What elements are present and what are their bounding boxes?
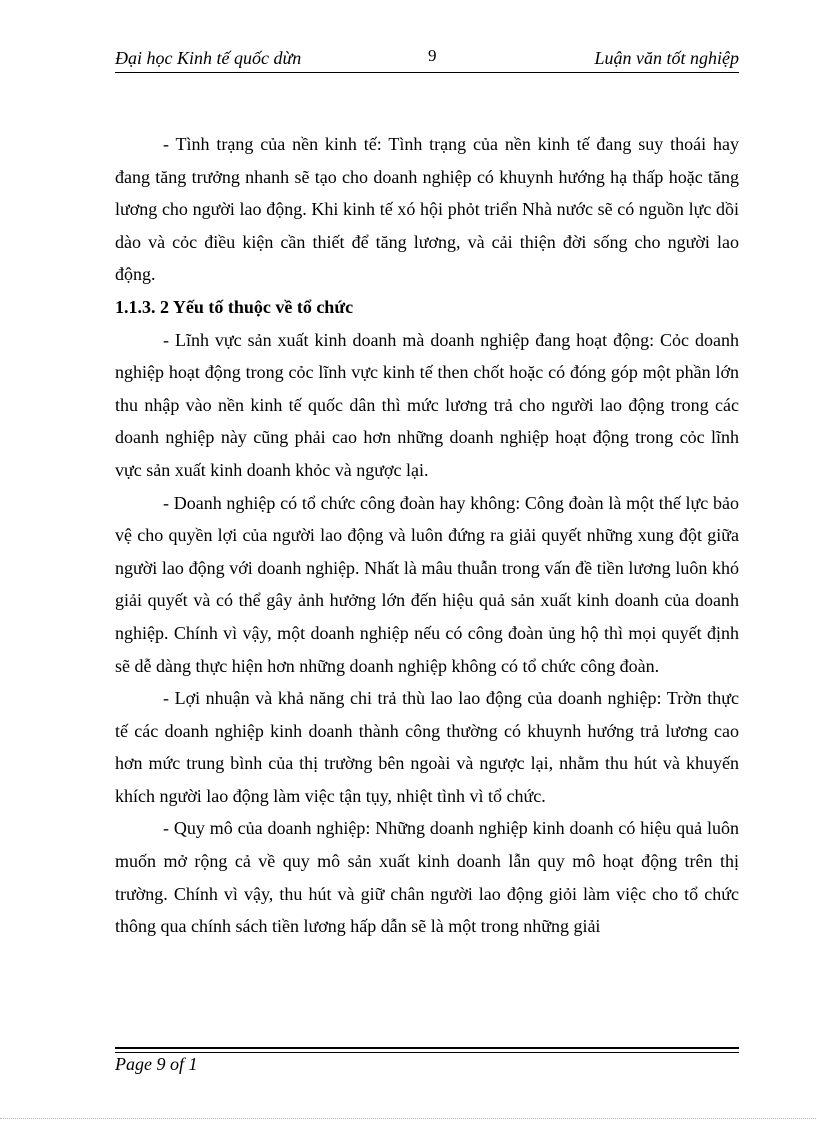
page-edge-divider: [0, 1118, 816, 1119]
document-body: [115, 128, 739, 943]
header-thesis-label: Luận văn tốt nghiệp: [594, 48, 739, 68]
header-page-number: 9: [428, 46, 437, 65]
paragraph-industry: - Lĩnh vực sản xuất kinh doanh mà doanh nghiệp đang hoạt động: Cỏc doanh nghiệp hoạt động trong cỏc lĩnh vực kinh tế then chốt hoặc có đóng góp một phần lớn thu nhập vào nền kinh tế quốc dân thì mức lương trả cho người lao động trong các doanh nghiệp này cũng phải cao hơn những doanh nghiệp hoạt động trong cỏc lĩnh vực sản xuất kinh doanh khỏc và ngược lại.: [115, 329, 739, 480]
footer-rule: [115, 1047, 739, 1053]
section-heading: 1.1.3. 2 Yếu tố thuộc về tổ chức: [115, 296, 354, 317]
header-rule: [115, 72, 739, 73]
paragraph-profit: - Lợi nhuận và khả năng chi trả thù lao lao động của doanh nghiệp: Trờn thực tế các doanh nghiệp kinh doanh thành công thường có khuynh hướng trả lương cao hơn mức trung bình của thị trường bên ngoài và ngược lại, nhằm thu hút và khuyến khích người lao động làm việc tận tụy, nhiệt tình vì tổ chức.: [115, 688, 739, 806]
paragraph-scale: - Quy mô của doanh nghiệp: Những doanh nghiệp kinh doanh có hiệu quả luôn muốn mở rộng cả về quy mô sản xuất kinh doanh lẫn quy mô hoạt động trên thị trường. Chính vì vậy, thu hút và giữ chân người lao động giỏi làm việc cho tổ chức thông qua chính sách tiền lương hấp dẫn sẽ là một trong những giải: [115, 818, 739, 937]
paragraph-union: - Doanh nghiệp có tổ chức công đoàn hay không: Công đoàn là một thế lực bảo vệ cho quyền lợi của người lao động và luôn đứng ra giải quyết những xung đột giữa người lao động với doanh nghiệp. Nhất là mâu thuẫn trong vấn đề tiền lương luôn khó giải quyết và có thể gây ảnh hưởng lớn đến hiệu quả sản xuất kinh doanh của doanh nghiệp. Chính vì vậy, một doanh nghiệp nếu có công đoàn ủng hộ thì mọi quyết định sẽ dễ dàng thực hiện hơn những doanh nghiệp không có tổ chức công đoàn.: [115, 492, 739, 676]
page-footer: Page 9 of 1: [115, 1054, 198, 1074]
paragraph-economy: - Tình trạng của nền kinh tế: Tình trạng của nền kinh tế đang suy thoái hay đang tăng trưởng nhanh sẽ tạo cho doanh nghiệp có khuynh hướng hạ thấp hoặc tăng lương cho người lao động. Khi kinh tế xó hội phỏt triển Nhà nước sẽ có nguồn lực dồi dào và cỏc điều kiện cần thiết để tăng lương, và cải thiện đời sống cho người lao động.: [115, 134, 739, 285]
header-university: Đại học Kinh tế quốc dừn: [115, 48, 302, 68]
page-header: [115, 46, 739, 72]
